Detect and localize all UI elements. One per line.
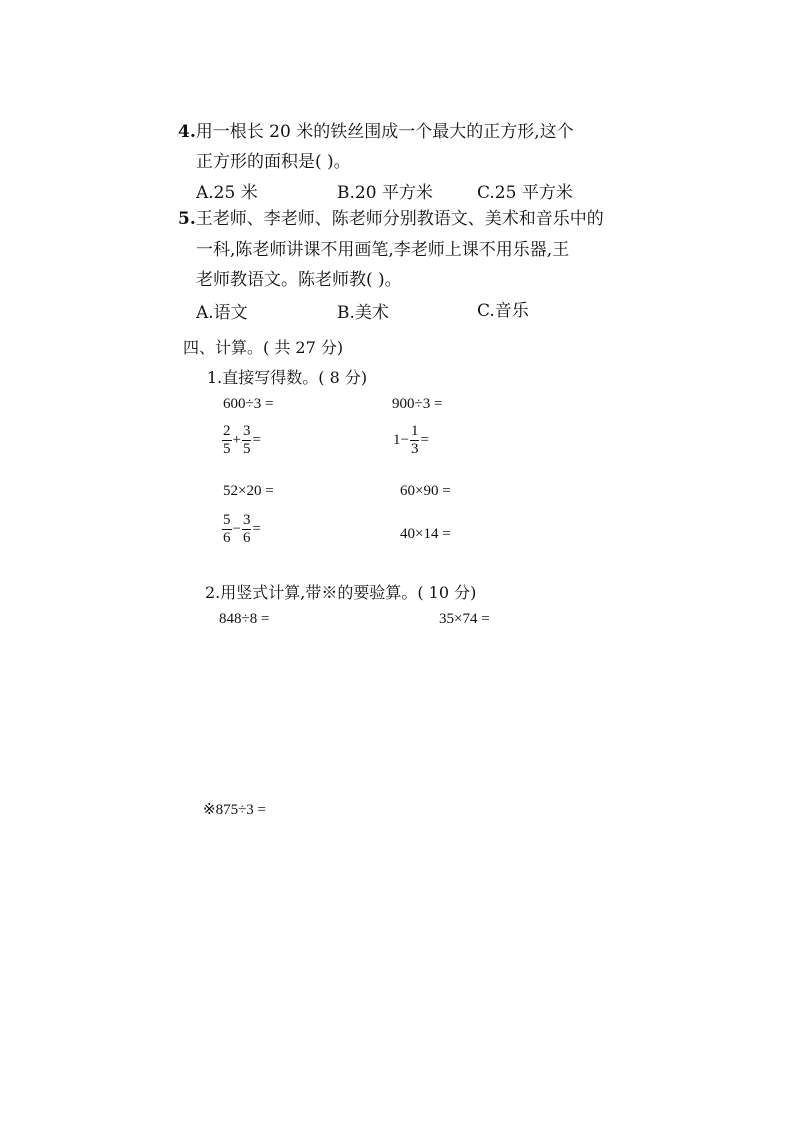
expr-fraction-diff: $\frac{5}{6}$ − $\frac{3}{6}$ =: [223, 512, 261, 546]
fraction-1-3: $\frac{1}{3}$: [410, 423, 419, 457]
expr-35-times-74: 35×74 =: [439, 611, 490, 627]
expr-875-div-3-check: ※875÷3 =: [203, 802, 267, 818]
fraction-3-5: $\frac{3}{5}$: [242, 423, 251, 457]
expr-40-times-14: 40×14 =: [400, 526, 451, 542]
fraction-5-6: $\frac{5}{6}$: [223, 512, 231, 546]
expr-848-div-8: 848÷8 =: [219, 611, 270, 627]
fraction-2-5: $\frac{2}{5}$: [223, 423, 231, 457]
q4-number: 4.: [178, 122, 196, 142]
q5-number: 5.: [178, 209, 196, 229]
section-4-title: 四、计算。( 共 27 分): [183, 338, 344, 357]
q4-text-1: 用一根长 20 米的铁丝围成一个最大的正方形,这个: [195, 122, 574, 142]
q5-line1: [178, 204, 604, 229]
q4-option-a: A.25 米: [196, 183, 258, 203]
expr-one-minus-fraction: 1− $\frac{1}{3}$ =: [393, 423, 429, 457]
fraction-3-6: $\frac{3}{6}$: [242, 512, 251, 546]
expr-60-times-90: 60×90 =: [400, 483, 451, 499]
q5-text-1: 王老师、李老师、陈老师分别教语文、美术和音乐中的: [195, 209, 604, 229]
q5-line2: 一科,陈老师讲课不用画笔,李老师上课不用乐器,王: [196, 240, 570, 260]
expr-52-times-20: 52×20 =: [223, 483, 274, 499]
q4-line2: 正方形的面积是( )。: [196, 152, 351, 172]
expr-600-div-3: 600÷3 =: [223, 396, 274, 412]
q5-line3: 老师教语文。陈老师教( )。: [196, 270, 402, 290]
q5-option-c: C.音乐: [477, 301, 529, 321]
q5-option-b: B.美术: [337, 303, 389, 323]
q4-option-b: B.20 平方米: [337, 183, 433, 203]
q4-option-c: C.25 平方米: [477, 183, 573, 203]
q5-option-a: A.语文: [196, 303, 248, 323]
expr-900-div-3: 900÷3 =: [392, 396, 443, 412]
expr-fraction-sum: $\frac{2}{5}$ + $\frac{3}{5}$ =: [223, 423, 261, 457]
q4-line1: [178, 117, 574, 142]
part2-title: 2.用竖式计算,带※的要验算。( 10 分): [205, 583, 477, 602]
part1-title: 1.直接写得数。( 8 分): [207, 368, 368, 387]
